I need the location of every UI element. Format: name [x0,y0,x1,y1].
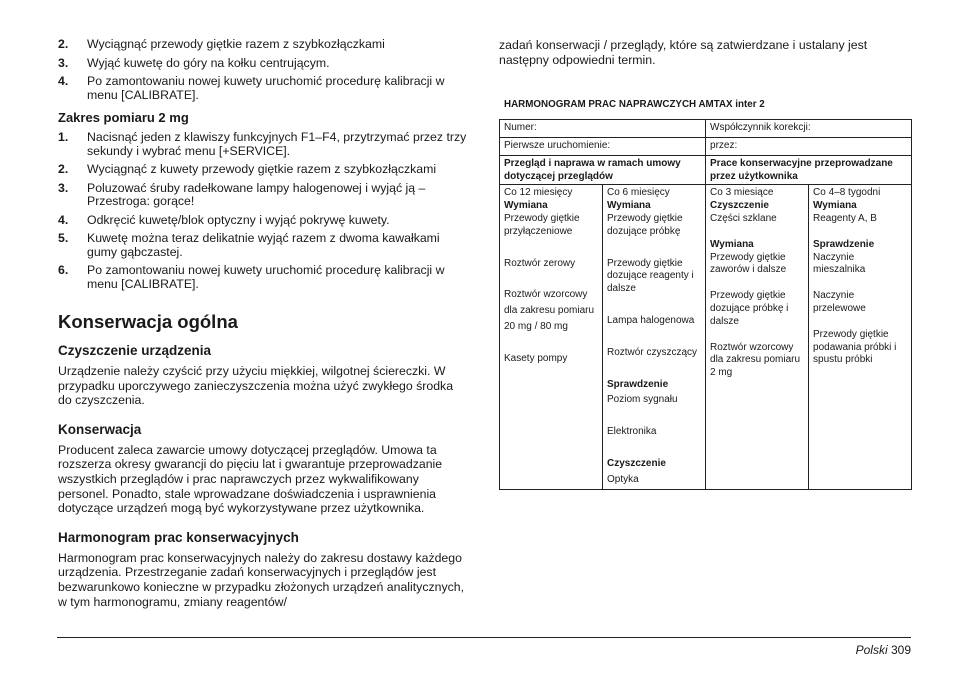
col-3-months: Co 3 miesiące Czyszczenie Części szklane Wymiana Przewody giętkie zaworów i dalsze Przewody giętkie dozujące próbkę i dalsze Roztwór wzorcowy dla zakresu pomiaru 2 mg [706,185,809,489]
schedule-heading: Harmonogram prac konserwacyjnych [58,529,299,545]
step-a-4: 4. Po zamontowaniu nowej kuwety uruchomić procedurę kalibracji w menu [CALIBRATE]. [58,74,445,102]
step-b-4: 4. Odkręcić kuwetę/blok optyczny i wyjąć pokrywę kuwety. [58,212,390,227]
first-startup-cell: Pierwsze uruchomienie: [500,137,706,155]
step-b-3: 3. Poluzować śruby radełkowane lampy halogenowej i wyjąć ją – Przestroga: gorące! [58,180,426,208]
col-6-months: Co 6 miesięcy Wymiana Przewody giętkie dozujące próbkę Przewody giętkie dozujące reagenty i dalsze Lampa halogenowa Roztwór czyszczący Sprawdzenie Poziom sygnału Elektronika Czyszczenie Optyka [603,185,706,489]
step-a-3: 3. Wyjąć kuwetę do góry na kołku centrującym. [58,55,330,70]
user-maintenance-header: Prace konserwacyjne przeprowadzane przez użytkownika [706,155,912,185]
col-4-8-weeks: Co 4–8 tygodni Wymiana Reagenty A, B Sprawdzenie Naczynie mieszalnika Naczynie przelewowe Przewody giętkie podawania próbki i spustu próbki [809,185,912,489]
by-cell: przez: [706,137,912,155]
table-row [500,137,912,155]
page-footer [856,643,911,657]
step-b-6: 6. Po zamontowaniu nowej kuwety uruchomić procedurę kalibracji w menu [CALIBRATE]. [58,263,445,291]
range-subheading: Zakres pomiaru 2 mg [58,110,189,125]
left-column [58,38,470,617]
numer-cell: Numer: [500,120,706,138]
cleaning-text: Urządzenie należy czyścić przy użyciu miękkiej, wilgotnej ściereczki. W przypadku uporczywego zanieczyszczenia można użyć zwykłego środka do czyszczenia. [58,364,454,408]
contract-service-header: Przegląd i naprawa w ramach umowy dotyczącej przeglądów [500,155,706,185]
maintenance-schedule-table [499,119,912,489]
table-title: HARMONOGRAM PRAC NAPRAWCZYCH AMTAX inter 2 [504,99,765,111]
table-row [500,185,912,489]
footer-divider [57,637,911,638]
col-12-months: Co 12 miesięcy Wymiana Przewody giętkie przyłączeniowe Roztwór zerowy Roztwór wzorcowy dla zakresu pomiaru 20 mg / 80 mg Kasety pompy [500,185,603,489]
table-row [500,155,912,185]
cleaning-heading: Czyszczenie urządzenia [58,343,212,358]
continuation-text: zadań konserwacji / przeglądy, które są zatwierdzane i ustalany jest następny odpowiedni termin. [499,38,868,67]
maintenance-text: Producent zaleca zawarcie umowy dotyczącej przeglądów. Umowa ta rozszerza okresy gwarancji do pięciu lat i gwarantuje przeprowadzanie wszystkich przeglądów i prac naprawczych przez wykwalifikowany personel. Ponadto, stale wprowadzane doświadczenia i usprawnienia dotyczące urządzeń mogą być wykorzystywane przez użytkownika. [58,442,443,516]
main-heading: Konserwacja ogólna [58,311,238,332]
step-b-2: 2. Wyciągnąć z kuwety przewody giętkie razem z szybkozłączkami [58,162,437,176]
table-row [500,120,912,138]
schedule-text: Harmonogram prac konserwacyjnych należy do zakresu dostawy każdego urządzenia. Przestrzeganie zadań konserwacyjnych i przeglądów jest bezwarunkowo konieczne w przypadku złożonych urządzeń analitycznych, w tym harmonogramu, zmiany reagentów/ [58,550,465,609]
maintenance-heading: Konserwacja [58,421,142,437]
step-a-2: 2. Wyciągnąć przewody giętkie razem z szybkozłączkami [58,37,385,51]
step-b-1: 1. Nacisnąć jeden z klawiszy funkcyjnych F1–F4, przytrzymać przez trzy sekundy i wybrać menu [+SERVICE]. [58,130,467,158]
footer-language: Polski [855,643,888,657]
right-column [499,38,911,490]
step-b-5: 5. Kuwetę można teraz delikatnie wyjąć razem z dwoma kawałkami gumy gąbczastej. [58,231,440,259]
page-number: 309 [890,643,911,657]
correction-factor-cell: Współczynnik korekcji: [706,120,912,138]
